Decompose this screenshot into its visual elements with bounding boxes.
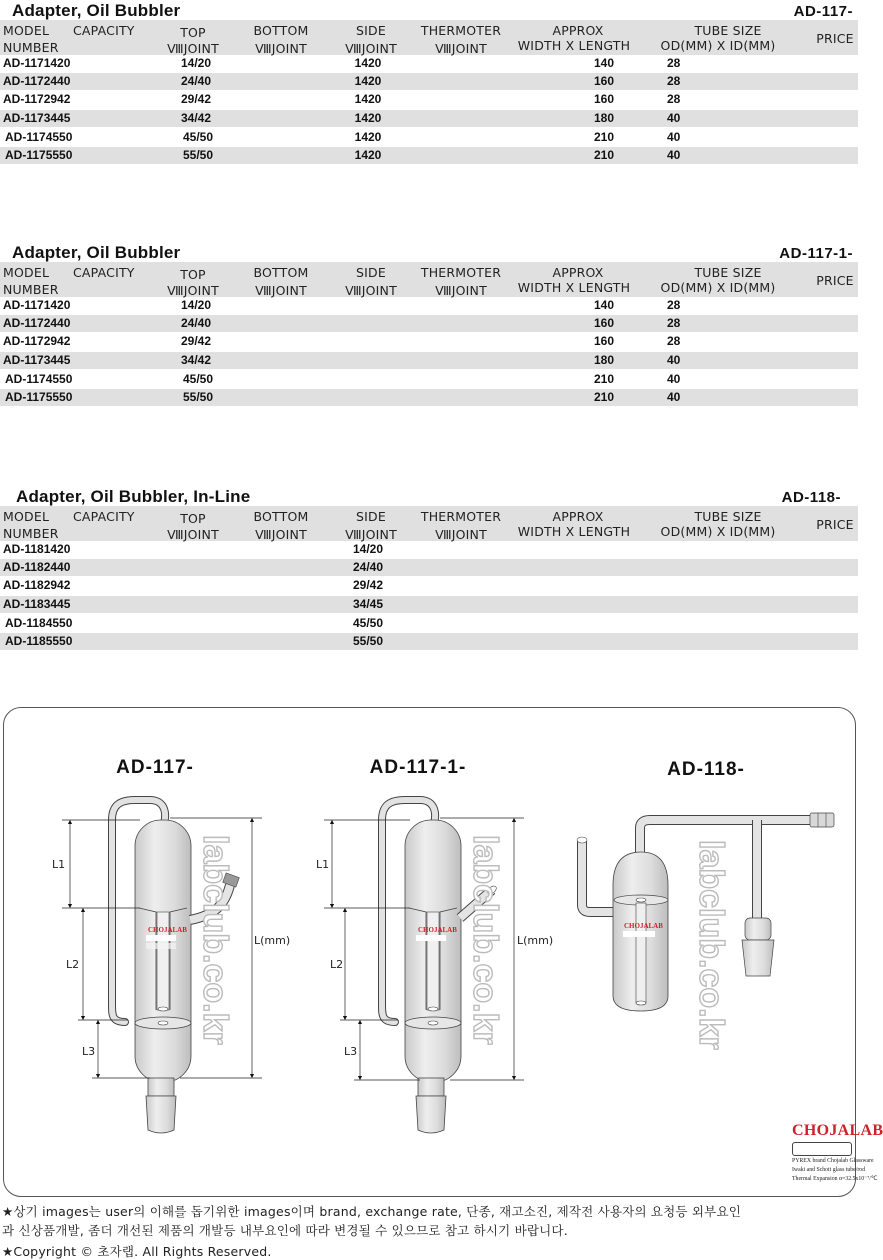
cell-model: AD-1171420 (3, 56, 71, 70)
column-header-tube-2: OD(MM) X ID(MM) (660, 280, 776, 295)
cell-model: AD-1175550 (5, 390, 73, 404)
table-header (0, 262, 858, 297)
figure-title-ad-117: AD-117- (116, 757, 194, 778)
dim-label-l2: L2 (66, 958, 80, 971)
table-row (0, 73, 858, 90)
column-header-bottom-2: ⅧJOINT (255, 527, 307, 542)
table-row (0, 333, 858, 350)
column-header-approx-2: WIDTH X LENGTH (517, 38, 631, 53)
column-header-top-1: TOP (180, 267, 206, 282)
column-header-tube-2: OD(MM) X ID(MM) (660, 524, 776, 539)
column-header-model-2: NUMBER (3, 282, 59, 297)
dim-label-l1: L1 (52, 858, 66, 871)
table-row (0, 371, 858, 388)
column-header-side-1: SIDE (356, 265, 386, 280)
cell-top: 34/42 (180, 111, 212, 125)
table-row (0, 147, 858, 164)
column-header-approx-1: APPROX (552, 509, 604, 524)
cell-model: AD-1173445 (3, 353, 71, 367)
table-row (0, 352, 858, 369)
brand-label-box (792, 1142, 852, 1156)
cell-side: 34/45 (352, 597, 384, 611)
brand-logo: CHOJALAB (792, 1122, 883, 1139)
column-header-price: PRICE (816, 31, 854, 46)
cell-model: AD-1174550 (5, 372, 73, 386)
cell-approx: 140 (593, 56, 615, 70)
cell-approx: 160 (593, 334, 615, 348)
column-header-bottom-1: BOTTOM (253, 265, 309, 280)
column-header-tube-1: TUBE SIZE (694, 265, 762, 280)
table-header (0, 506, 858, 541)
diagram-ad-118 (560, 700, 860, 1120)
diagram-ad-117-1 (262, 700, 562, 1140)
column-header-bottom-1: BOTTOM (253, 509, 309, 524)
column-header-bottom-2: ⅧJOINT (255, 41, 307, 56)
section-title: Adapter, Oil Bubbler, In-Line (16, 487, 251, 506)
cell-top: 24/40 (180, 316, 212, 330)
cell-model: AD-1172942 (3, 334, 71, 348)
section-title: Adapter, Oil Bubbler (12, 1, 181, 20)
cell-approx: 210 (593, 130, 615, 144)
column-header-capacity: CAPACITY (73, 509, 135, 524)
table-row (0, 541, 858, 558)
cell-tube: 28 (667, 316, 681, 330)
brand-box (792, 1122, 883, 1183)
cell-model: AD-1175550 (5, 148, 73, 162)
cell-top: 45/50 (182, 130, 214, 144)
dim-label-l: L(mm) (254, 934, 291, 947)
cell-top: 29/42 (180, 334, 212, 348)
cell-tube: 28 (667, 298, 681, 312)
column-header-capacity: CAPACITY (73, 265, 135, 280)
column-header-price: PRICE (816, 273, 854, 288)
cell-approx: 160 (593, 316, 615, 330)
section-code: AD-118- (781, 489, 841, 506)
table-header (0, 20, 858, 55)
cell-tube: 28 (667, 334, 681, 348)
table-row (0, 129, 858, 146)
cell-model: AD-1183445 (3, 597, 71, 611)
cell-approx: 210 (593, 148, 615, 162)
cell-model: AD-1184550 (5, 616, 73, 630)
cell-tube: 28 (667, 92, 681, 106)
column-header-thermo-2: ⅧJOINT (435, 41, 487, 56)
column-header-approx-2: WIDTH X LENGTH (517, 524, 631, 539)
column-header-top-1: TOP (180, 511, 206, 526)
dim-label-l3: L3 (82, 1045, 96, 1058)
table-row (0, 577, 858, 594)
cell-side: 14/20 (352, 542, 384, 556)
disclaimer-line-2: 과 신상품개발, 좀더 개선된 제품의 개발등 내부요인에 따라 변경될 수 있으므로 참고 하시기 바랍니다. (2, 1223, 568, 1238)
cell-approx: 210 (593, 372, 615, 386)
column-header-approx-1: APPROX (552, 265, 604, 280)
column-header-side-1: SIDE (356, 509, 386, 524)
cell-approx: 210 (593, 390, 615, 404)
vessel-brand-label: CHOJALAB (418, 926, 457, 934)
cell-tube: 40 (667, 372, 681, 386)
cell-model: AD-1174550 (5, 130, 73, 144)
brand-note-2: Iwaki and Schott glass tube/rod (792, 1167, 866, 1173)
dim-label-l3: L3 (344, 1045, 358, 1058)
cell-model: AD-1171420 (3, 298, 71, 312)
column-header-side-1: SIDE (356, 23, 386, 38)
figure-title-ad-117-1: AD-117-1- (369, 757, 467, 778)
table-row (0, 55, 858, 72)
cell-top: 14/20 (180, 56, 212, 70)
cell-model: AD-1172440 (3, 316, 71, 330)
vessel-brand-label: CHOJALAB (624, 922, 663, 930)
cell-side: 55/50 (352, 634, 384, 648)
cell-side: 1420 (354, 74, 382, 88)
cell-tube: 40 (667, 111, 681, 125)
cell-tube: 40 (667, 130, 681, 144)
cell-model: AD-1185550 (5, 634, 73, 648)
column-header-model-2: NUMBER (3, 40, 59, 55)
cell-side: 24/40 (352, 560, 384, 574)
table-row (0, 91, 858, 108)
cell-tube: 28 (667, 56, 681, 70)
cell-model: AD-1173445 (3, 111, 71, 125)
column-header-price: PRICE (816, 517, 854, 532)
column-header-model-1: MODEL (3, 23, 50, 38)
figure-title-ad-118: AD-118- (667, 759, 745, 780)
column-header-tube-1: TUBE SIZE (694, 509, 762, 524)
column-header-model-1: MODEL (3, 509, 50, 524)
brand-note-3: Thermal Expansion α=32.5x10⁻⁷/℃ (792, 1176, 878, 1182)
cell-side: 1420 (354, 56, 382, 70)
column-header-thermo-1: THERMOTER (420, 509, 502, 524)
section-title: Adapter, Oil Bubbler (12, 243, 181, 262)
vessel-brand-label: CHOJALAB (148, 926, 187, 934)
cell-side: 1420 (354, 111, 382, 125)
section-code: AD-117- (793, 3, 853, 20)
table-row (0, 615, 858, 632)
column-header-model-2: NUMBER (3, 526, 59, 541)
brand-note-1: PYREX brand Chojalab Glassware (792, 1158, 874, 1164)
column-header-thermo-2: ⅧJOINT (435, 527, 487, 542)
diagram-ad-117 (0, 700, 300, 1140)
cell-top: 55/50 (182, 390, 214, 404)
column-header-thermo-2: ⅧJOINT (435, 283, 487, 298)
column-header-thermo-1: THERMOTER (420, 23, 502, 38)
table-row (0, 315, 858, 332)
cell-model: AD-1182440 (3, 560, 71, 574)
cell-tube: 40 (667, 148, 681, 162)
cell-tube: 28 (667, 74, 681, 88)
cell-side: 1420 (354, 92, 382, 106)
cell-top: 24/40 (180, 74, 212, 88)
table-row (0, 633, 858, 650)
column-header-approx-2: WIDTH X LENGTH (517, 280, 631, 295)
cell-side: 29/42 (352, 578, 384, 592)
cell-model: AD-1172440 (3, 74, 71, 88)
column-header-capacity: CAPACITY (73, 23, 135, 38)
column-header-side-2: ⅧJOINT (345, 41, 397, 56)
table-row (0, 389, 858, 406)
column-header-bottom-2: ⅧJOINT (255, 283, 307, 298)
cell-model: AD-1181420 (3, 542, 71, 556)
cell-top: 45/50 (182, 372, 214, 386)
cell-approx: 180 (593, 111, 615, 125)
cell-side: 45/50 (352, 616, 384, 630)
cell-approx: 160 (593, 92, 615, 106)
column-header-tube-1: TUBE SIZE (694, 23, 762, 38)
column-header-bottom-1: BOTTOM (253, 23, 309, 38)
column-header-top-1: TOP (180, 25, 206, 40)
table-row (0, 110, 858, 127)
copyright: ★Copyright © 초자랩. All Rights Reserved. (2, 1244, 272, 1259)
cell-tube: 40 (667, 390, 681, 404)
cell-top: 29/42 (180, 92, 212, 106)
column-header-top-2: ⅧJOINT (167, 41, 219, 56)
watermark-text: labclub.co.kr (466, 835, 504, 1045)
column-header-thermo-1: THERMOTER (420, 265, 502, 280)
cell-approx: 160 (593, 74, 615, 88)
column-header-tube-2: OD(MM) X ID(MM) (660, 38, 776, 53)
watermark-text: labclub.co.kr (692, 840, 730, 1050)
cell-model: AD-1182942 (3, 578, 71, 592)
cell-model: AD-1172942 (3, 92, 71, 106)
cell-approx: 140 (593, 298, 615, 312)
table-row (0, 559, 858, 576)
column-header-top-2: ⅧJOINT (167, 527, 219, 542)
column-header-side-2: ⅧJOINT (345, 283, 397, 298)
section-code: AD-117-1- (779, 245, 853, 262)
column-header-model-1: MODEL (3, 265, 50, 280)
table-row (0, 297, 858, 314)
dim-label-l: L(mm) (517, 934, 554, 947)
cell-side: 1420 (354, 130, 382, 144)
dim-label-l1: L1 (316, 858, 330, 871)
watermark-text: labclub.co.kr (196, 835, 234, 1045)
table-row (0, 596, 858, 613)
column-header-side-2: ⅧJOINT (345, 527, 397, 542)
cell-side: 1420 (354, 148, 382, 162)
cell-approx: 180 (593, 353, 615, 367)
cell-tube: 40 (667, 353, 681, 367)
column-header-approx-1: APPROX (552, 23, 604, 38)
cell-top: 55/50 (182, 148, 214, 162)
column-header-top-2: ⅧJOINT (167, 283, 219, 298)
cell-top: 34/42 (180, 353, 212, 367)
disclaimer-line-1: ★상기 images는 user의 이해를 돕기위한 images이며 brand, exchange rate, 단종, 재고소진, 제작전 사용자의 요청등 외부요인 (2, 1204, 741, 1219)
cell-top: 14/20 (180, 298, 212, 312)
dim-label-l2: L2 (330, 958, 344, 971)
